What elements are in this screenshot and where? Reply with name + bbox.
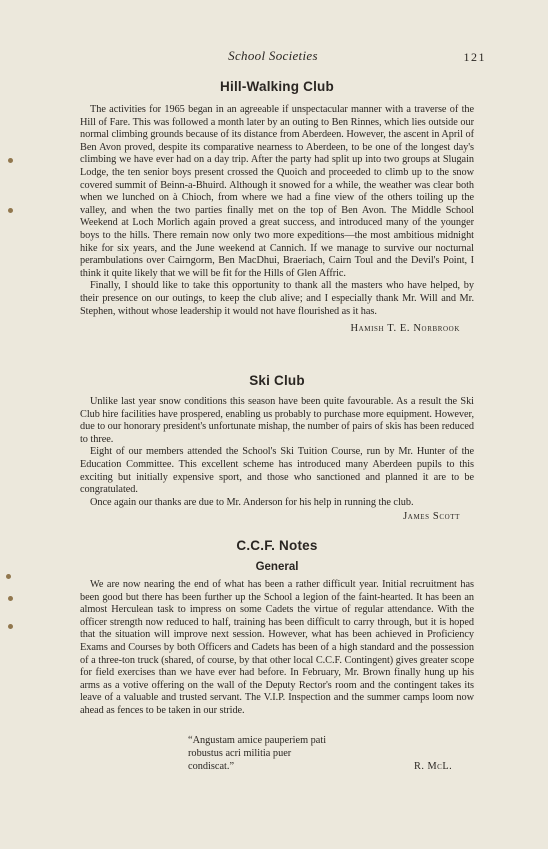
signature-initials: R. McL. [414, 761, 453, 772]
ski-club-paragraph-1: Unlike last year snow conditions this season have been quite favourable. As a result the Ski Club hire facilities have prospered, enabling us probably to purchase more equipment. However, due to our honorary president's unfortunate mishap, the number of pairs of skis has been reduced to three. [80, 396, 474, 445]
ski-club-paragraph-2: Eight of our members attended the School's Ski Tuition Course, run by Mr. Hunter of the Education Committee. This excellent scheme has introduced many Aberdeen pupils to this exciting but initially expensive sport, and those who sanctioned and planned it are to be congratulated. [80, 446, 474, 496]
latin-quote [188, 735, 348, 773]
foxing-spot [8, 208, 13, 213]
quote-line: condiscat.” [188, 760, 235, 772]
foxing-spot [6, 574, 11, 579]
quote-line: robustus acri militia puer [188, 747, 292, 759]
foxing-spot [8, 596, 13, 601]
quote-line: “Angustam amice pauperiem pati [188, 735, 327, 746]
ski-club-section [80, 373, 474, 522]
signature-scott: James Scott [403, 511, 460, 523]
ccf-paragraph-1: We are now nearing the end of what has been a rather difficult year. Initial recruitment has been good but there has been further up the School a legion of the faint-hearted. It has been an almost Herculean task to impress on some Cadets the virtue of regular attendance. With the officer strength now reduced to half, training has been difficult to carry through, but it is hoped that the situation will improve next session. However, what has been achieved in Proficiency Exams and Courses by both Officers and Cadets has been of a high standard and the possession of a three-ton truck (shared, of course, by that other local C.C.F. Contingent) gives greater scope for field exercises than we have ever had before. In February, Mr. Brown finally hung up his arms as a votive offering on the wall of the Deputy Rector's room and the contingent takes its leave of a valuable and trusted servant. The V.I.P. Inspection and the summer camps loom now ahead as fences to be taken in our stride. [80, 579, 474, 716]
section-heading-ski-club: Ski Club [249, 373, 305, 388]
hill-walking-section [80, 79, 474, 334]
section-heading-ccf: C.C.F. Notes [236, 538, 318, 553]
section-heading-hill-walking: Hill-Walking Club [220, 79, 334, 94]
foxing-spot [8, 624, 13, 629]
page-number: 121 [463, 50, 486, 64]
hill-walking-paragraph-2: Finally, I should like to take this opportunity to thank all the masters who have helped, by their presence on our outings, to keep the club alive; and I especially thank Mr. Will and Mr. Stephen, without whose leadership it would not have flourished as it has. [80, 280, 474, 317]
ccf-section [80, 538, 474, 718]
ski-club-paragraph-3: Once again our thanks are due to Mr. Anderson for his help in running the club. [90, 496, 414, 508]
running-head [60, 48, 486, 66]
signature-norbrook: Hamish T. E. Norbrook [350, 323, 460, 335]
subheading-general: General [255, 561, 299, 573]
running-head-title: School Societies [228, 48, 318, 63]
foxing-spot [8, 158, 13, 163]
hill-walking-paragraph-1: The activities for 1965 began in an agreeable if unspectacular manner with a traverse of the Hill of Fare. This was followed a month later by an outing to Ben Rinnes, which lies outside our normal climbing grounds because of its distance from Aberdeen. However, the ascent in April of Ben Avon proved, despite its comparative nearness to Aberdeen, to be one of the longest day's climbing we have ever had on a day trip. After the party had split up into two groups at Slugain Lodge, the ten senior boys present crossed the Quoich and proceeded to climb up to the snow covered summit of Beinn-a-Bhuird. Although it snowed for a while, the weather was clear both when we lunched on à Chioch, from where we had a fine view of the others toiling up the valley, and when the two parties finally met on the top of Ben Avon. The Middle School Weekend at Loch Morlich again proved a great success, and introduced many of the younger boys to the hills. There remain now only two more expeditions—the most ambitious midnight hike for six years, and the June weekend at Cannich. If we manage to survive our nocturnal perambulations over Cairngorm, Ben MacDhui, Braeriach, Cairn Toul and the Devil's Point, I think it quite likely that we will be fit for the Hills of Glen Affric. [80, 104, 474, 279]
